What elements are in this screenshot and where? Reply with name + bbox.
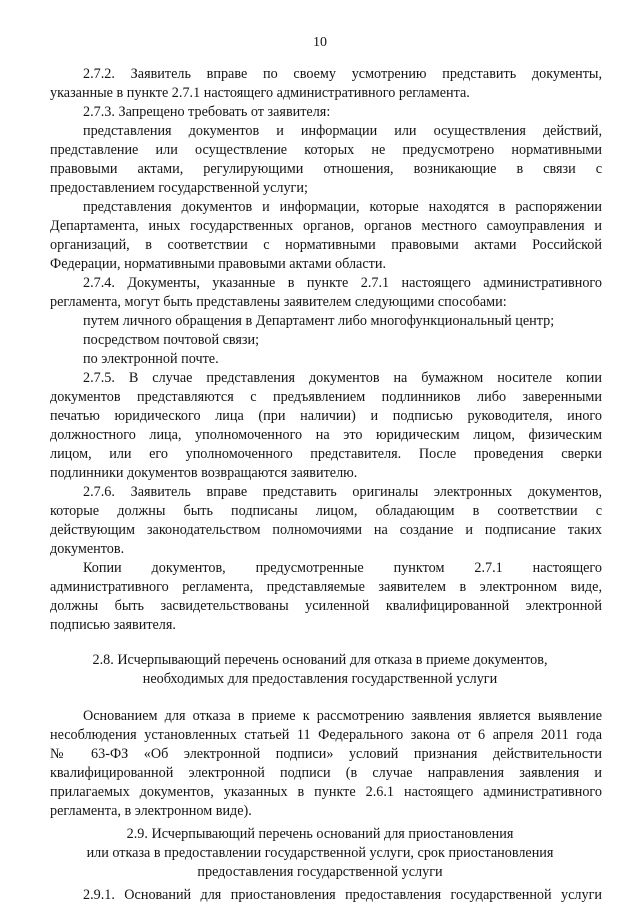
text-line: 2.9.1. Оснований для приостановления предоставления государственной услуги [83,887,602,903]
text-line: подлинники документов возвращаются заявителю. [50,465,358,481]
text-line: организаций, в соответствии с нормативными правовыми актами Российской [50,237,602,253]
text-line: подписью заявителя. [50,617,176,633]
text-line: по электронной почте. [83,351,219,367]
text-line: представления документов и информации, которые находятся в распоряжении [83,199,602,215]
text-line: документов. [50,541,125,557]
text-line: печатью юридического лица (при наличии) и подписью руководителя, иного [50,408,602,424]
text-line: должны быть засвидетельствованы усиленной квалифицированной электронной [50,598,602,614]
text-line: административного регламента, представляемые заявителем в электронном виде, [50,579,602,595]
section-heading: 2.9. Исчерпывающий перечень оснований для приостановления [126,826,514,842]
text-line: 2.7.6. Заявитель вправе представить оригиналы электронных документов, [83,484,602,500]
text-line: путем личного обращения в Департамент либо многофункциональный центр; [83,313,555,329]
text-line: представления документов и информации или осуществления действий, [83,123,602,139]
text-line: указанные в пункте 2.7.1 настоящего административного регламента. [50,85,470,101]
page-number: 10 [313,35,327,50]
text-line: которые должны быть подписаны лицом, обладающим в соответствии с [50,503,602,519]
text-line: правовыми актами, регулирующими отношения, возникающие в связи с [50,161,602,177]
section-heading: необходимых для предоставления государственной услуги [142,671,498,687]
text-line: посредством почтовой связи; [83,332,260,348]
text-line: Основанием для отказа в приеме к рассмотрению заявления является выявление [83,708,602,724]
text-line: представление или осуществление которых не предусмотрено нормативными [50,142,602,158]
text-line: предоставлением государственной услуги; [50,180,308,196]
text-line: квалифицированной электронной подписи (в случае направления заявления и [50,765,602,781]
text-line: документов представляются с предъявлением подлинников либо заверенными [50,389,602,405]
text-line: 2.7.5. В случае представления документов на бумажном носителе копии [83,370,602,386]
text-line: Копии документов, предусмотренные пунктом 2.7.1 настоящего [83,560,602,576]
text-line: прилагаемых документов, указанных в пункте 2.6.1 настоящего административного [50,784,602,800]
text-line: лицом, или его уполномоченного представителя. После проведения сверки [50,446,602,462]
text-line: 2.7.2. Заявитель вправе по своему усмотрению представить документы, [83,66,602,82]
text-line: несоблюдения установленных статьей 11 Федерального закона от 6 апреля 2011 года [50,727,602,743]
text-line: Федерации, нормативными правовыми актами области. [50,256,386,272]
text-line: действующим законодательством полномочиями на создание и подписание таких [50,522,602,538]
text-line: 2.7.4. Документы, указанные в пункте 2.7.1 настоящего административного [83,275,602,291]
text-line: регламента, могут быть представлены заявителем следующими способами: [50,294,507,310]
text-line: № 63-ФЗ «Об электронной подписи» условий признания действительности [50,746,602,762]
section-heading: 2.8. Исчерпывающий перечень оснований для отказа в приеме документов, [92,652,548,668]
section-heading: или отказа в предоставлении государственной услуги, срок приостановления [86,845,554,861]
section-heading: предоставления государственной услуги [197,864,443,880]
text-line: Департамента, иных государственных органов, органов местного самоуправления и [50,218,602,234]
text-line: регламента, в электронном виде). [50,803,252,819]
text-line: должностного лица, уполномоченного на это юридическим лицом, физическим [50,427,602,443]
text-line: 2.7.3. Запрещено требовать от заявителя: [83,104,331,120]
